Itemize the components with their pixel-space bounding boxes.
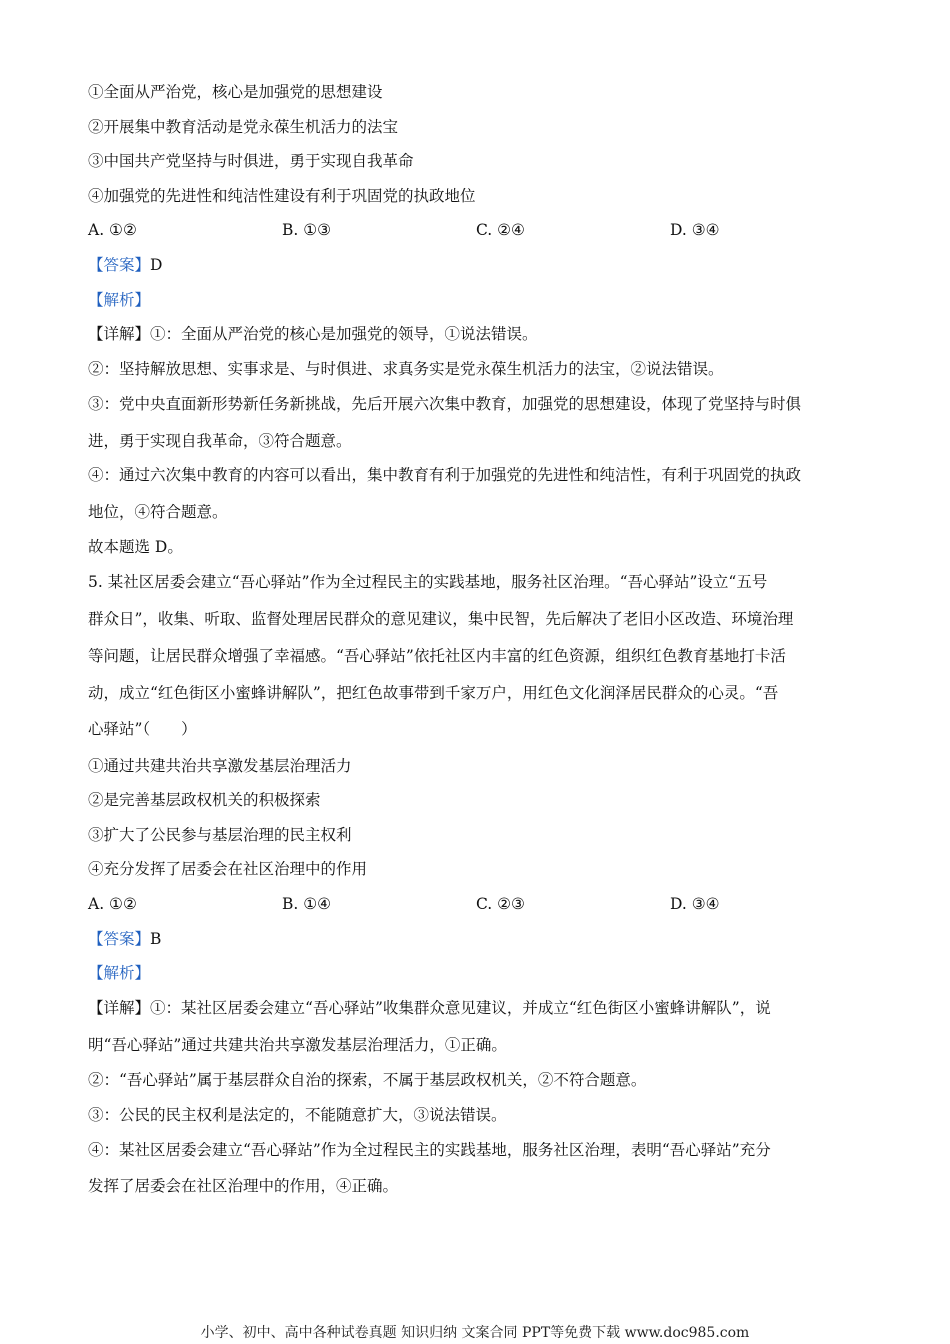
q4-detail-4b: 地位，④符合题意。 [88,503,228,521]
q5-detail-1b: 明“吾心驿站”通过共建共治共享激发基层治理活力，①正确。 [88,1036,507,1054]
q5-statement-4: ④充分发挥了居委会在社区治理中的作用 [88,860,368,878]
q4-statement-3: ③中国共产党坚持与时俱进，勇于实现自我革命 [88,152,414,170]
q5-detail-4b: 发挥了居委会在社区治理中的作用，④正确。 [88,1177,399,1195]
detail-tag: 【详解】 [88,999,151,1017]
q4-statement-1: ①全面从严治党，核心是加强党的思想建设 [88,83,383,101]
q4-statement-4: ④加强党的先进性和纯洁性建设有利于巩固党的执政地位 [88,187,476,205]
analysis-tag: 【解析】 [88,291,151,309]
answer-value: B [150,930,162,948]
q5-analysis-heading [88,962,858,984]
q5-stem-line-5: 心驿站”（ ） [88,720,197,738]
q4-detail-2: ②：坚持解放思想、实事求是、与时俱进、求真务实是党永葆生机活力的法宝，②说法错误。 [88,360,724,378]
q5-statement-1: ①通过共建共治共享激发基层治理活力 [88,757,352,775]
detail-text: ①：某社区居委会建立“吾心驿站”收集群众意见建议，并成立“红色街区小蜜蜂讲解队”，说 [150,999,771,1017]
q4-conclusion: 故本题选 D。 [88,538,183,556]
q4-detail-3b: 进，勇于实现自我革命，③符合题意。 [88,432,352,450]
q5-stem-line-3: 等问题，让居民群众增强了幸福感。“吾心驿站”依托社区内丰富的红色资源，组织红色教育基地打卡活 [88,647,786,665]
q5-detail-1a [88,997,858,1019]
answer-tag: 【答案】 [88,256,151,274]
detail-text: ①：全面从严治党的核心是加强党的领导，①说法错误。 [150,325,538,343]
q5-stem-line-2: 群众日”，收集、听取、监督处理居民群众的意见建议，集中民智，先后解决了老旧小区改造、环境治理 [88,610,794,628]
q5-detail-3: ③：公民的民主权利是法定的，不能随意扩大，③说法错误。 [88,1106,507,1124]
q4-option-b: B. ①③ [282,221,332,239]
q5-answer [88,928,858,950]
q5-option-d: D. ③④ [670,895,720,913]
detail-tag: 【详解】 [88,325,151,343]
q5-stem-line-4: 动，成立“红色街区小蜜蜂讲解队”，把红色故事带到千家万户，用红色文化润泽居民群众的心灵。“吾 [88,684,779,702]
q5-option-b: B. ①④ [282,895,332,913]
answer-tag: 【答案】 [88,930,151,948]
q4-detail-3a: ③：党中央直面新形势新任务新挑战，先后开展六次集中教育，加强党的思想建设，体现了党坚持与时俱 [88,395,802,413]
q5-detail-2: ②：“吾心驿站”属于基层群众自治的探索，不属于基层政权机关，②不符合题意。 [88,1071,647,1089]
page-footer: 小学、初中、高中各种试卷真题 知识归纳 文案合同 PPT等免费下载 www.doc985.com [200,1325,750,1341]
analysis-tag: 【解析】 [88,964,151,982]
q5-stem-line-1: 5. 某社区居委会建立“吾心驿站”作为全过程民主的实践基地，服务社区治理。“吾心驿站”设立“五号 [88,573,768,591]
q5-statement-3: ③扩大了公民参与基层治理的民主权利 [88,826,352,844]
q5-option-a: A. ①② [88,895,137,913]
q4-analysis-heading [88,289,858,311]
answer-value: D [150,256,163,274]
q4-option-c: C. ②④ [476,221,525,239]
q4-option-a: A. ①② [88,221,137,239]
q4-detail-4a: ④：通过六次集中教育的内容可以看出，集中教育有利于加强党的先进性和纯洁性，有利于巩固党的执政 [88,466,802,484]
q5-option-c: C. ②③ [476,895,525,913]
q4-option-d: D. ③④ [670,221,720,239]
q4-statement-2: ②开展集中教育活动是党永葆生机活力的法宝 [88,118,399,136]
q5-detail-4a: ④：某社区居委会建立“吾心驿站”作为全过程民主的实践基地，服务社区治理，表明“吾心驿站”充分 [88,1141,771,1159]
q4-detail-1 [88,323,858,345]
q4-answer [88,254,858,276]
q5-statement-2: ②是完善基层政权机关的积极探索 [88,791,321,809]
